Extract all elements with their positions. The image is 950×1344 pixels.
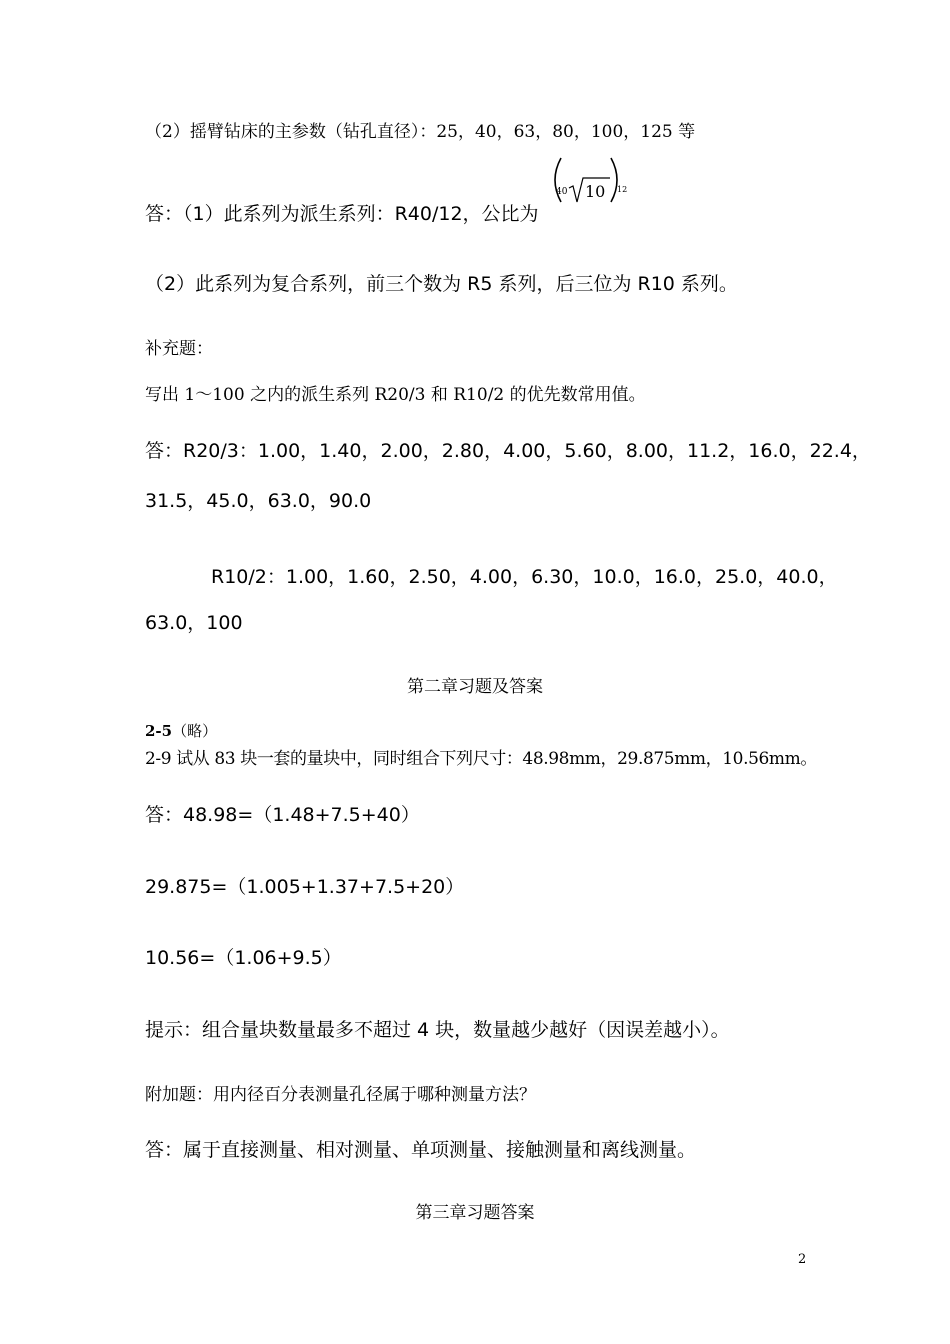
answer-r20-line-2: 31.5，45.0，63.0，90.0 xyxy=(145,490,372,512)
page-number: 2 xyxy=(798,1252,807,1267)
answer-2-9-line-1: 答：48.98=（1.48+7.5+40） xyxy=(145,804,420,826)
chapter-3-heading: 第三章习题答案 xyxy=(415,1203,535,1223)
chapter-2-heading: 第二章习题及答案 xyxy=(407,677,543,697)
answer-r10-line-1: R10/2：1.00，1.60，2.50，4.00，6.30，10.0，16.0，25.0，40.0， xyxy=(211,566,838,588)
root-index: 40 xyxy=(556,187,568,197)
supplement-question: 写出 1～100 之内的派生系列 R20/3 和 R10/2 的优先数常用值。 xyxy=(145,385,646,405)
extra-answer: 答：属于直接测量、相对测量、单项测量、接触测量和离线测量。 xyxy=(145,1139,697,1161)
question-2-text: （2）摇臂钻床的主参数（钻孔直径）：25，40，63，80，100，125 等 xyxy=(145,122,696,142)
answer-2-text: （2）此系列为复合系列，前三个数为 R5 系列，后三位为 R10 系列。 xyxy=(145,273,738,295)
question-2-5-note: （略） xyxy=(172,722,218,740)
hint-text: 提示：组合量块数量最多不超过 4 块，数量越少越好（因误差越小）。 xyxy=(145,1019,730,1041)
answer-2-9-line-3: 10.56=（1.06+9.5） xyxy=(145,947,342,969)
question-2-9: 2-9 试从 83 块一套的量块中，同时组合下列尺寸：48.98mm，29.875mm，10.56mm。 xyxy=(145,749,817,769)
ratio-formula xyxy=(547,150,627,210)
supplement-title: 补充题： xyxy=(145,339,213,359)
exponent: 12 xyxy=(617,185,627,194)
extra-question: 附加题：用内径百分表测量孔径属于哪种测量方法？ xyxy=(145,1085,536,1105)
answer-r20-line-1: 答：R20/3：1.00，1.40，2.00，2.80，4.00，5.60，8.00，11.2，16.0，22.4， xyxy=(145,440,871,462)
answer-r10-line-2: 63.0，100 xyxy=(145,612,243,634)
question-2-5 xyxy=(145,720,217,741)
question-2-5-number: 2-5 xyxy=(145,722,173,740)
answer-1-text: 答：（1）此系列为派生系列：R40/12，公比为 xyxy=(145,203,539,225)
answer-2-9-line-2: 29.875=（1.005+1.37+7.5+20） xyxy=(145,876,465,898)
radicand: 10 xyxy=(585,182,606,201)
